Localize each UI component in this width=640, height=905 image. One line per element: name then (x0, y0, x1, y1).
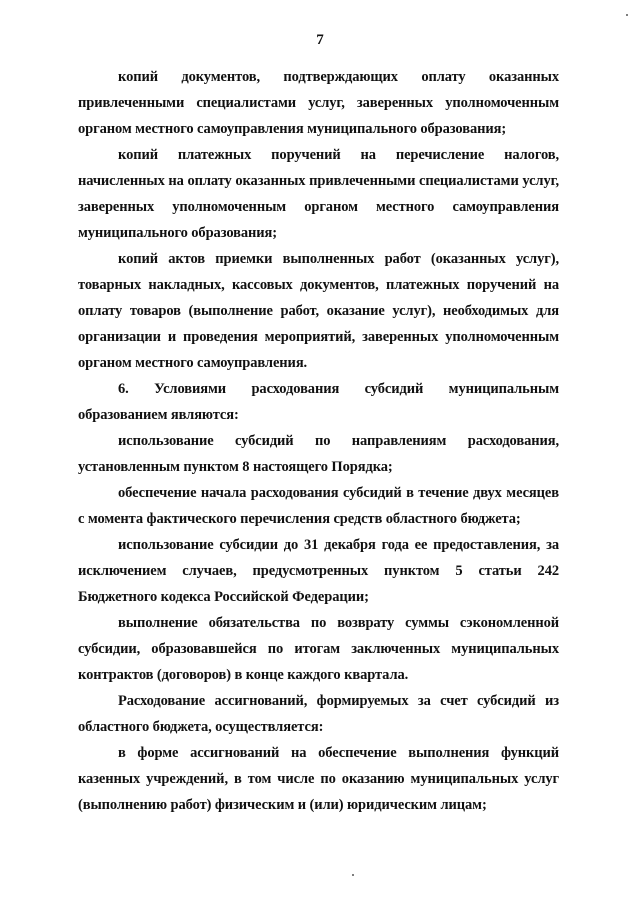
paragraph: обеспечение начала расходования субсидий в течение двух месяцев с момента фактического перечисления средств областного бюджета; (78, 485, 559, 527)
scan-speck (626, 14, 628, 16)
paragraph: копий платежных поручений на перечисление налогов, начисленных на оплату оказанных привлеченными специалистами услуг, заверенных уполномоченным органом местного самоуправления муниципального образования; (78, 147, 559, 241)
paragraph: Расходование ассигнований, формируемых за счет субсидий из областного бюджета, осуществляется: (78, 693, 559, 735)
paragraph: 6. Условиями расходования субсидий муниципальным образованием являются: (78, 381, 559, 423)
scan-speck (352, 874, 354, 876)
page-number: 7 (316, 32, 324, 48)
paragraph: в форме ассигнований на обеспечение выполнения функций казенных учреждений, в том числе по оказанию муниципальных услуг (выполнению работ) физическим и (или) юридическим лицам; (78, 745, 559, 813)
paragraph: копий актов приемки выполненных работ (оказанных услуг), товарных накладных, кассовых документов, платежных поручений на оплату товаров (выполнение работ, оказание услуг), необходимых для организации и проведения мероприятий, заверенных уполномоченным органом местного самоуправления. (78, 251, 559, 371)
paragraph: выполнение обязательства по возврату суммы сэкономленной субсидии, образовавшейся по итогам заключенных муниципальных контрактов (договоров) в конце каждого квартала. (78, 615, 559, 683)
paragraph: копий документов, подтверждающих оплату оказанных привлеченными специалистами услуг, заверенных уполномоченным органом местного самоуправления муниципального образования; (78, 69, 559, 137)
paragraph: использование субсидий по направлениям расходования, установленным пунктом 8 настоящего Порядка; (78, 433, 559, 475)
paragraph: использование субсидии до 31 декабря года ее предоставления, за исключением случаев, предусмотренных пунктом 5 статьи 242 Бюджетного кодекса Российской Федерации; (78, 537, 559, 605)
document-body (78, 64, 559, 818)
